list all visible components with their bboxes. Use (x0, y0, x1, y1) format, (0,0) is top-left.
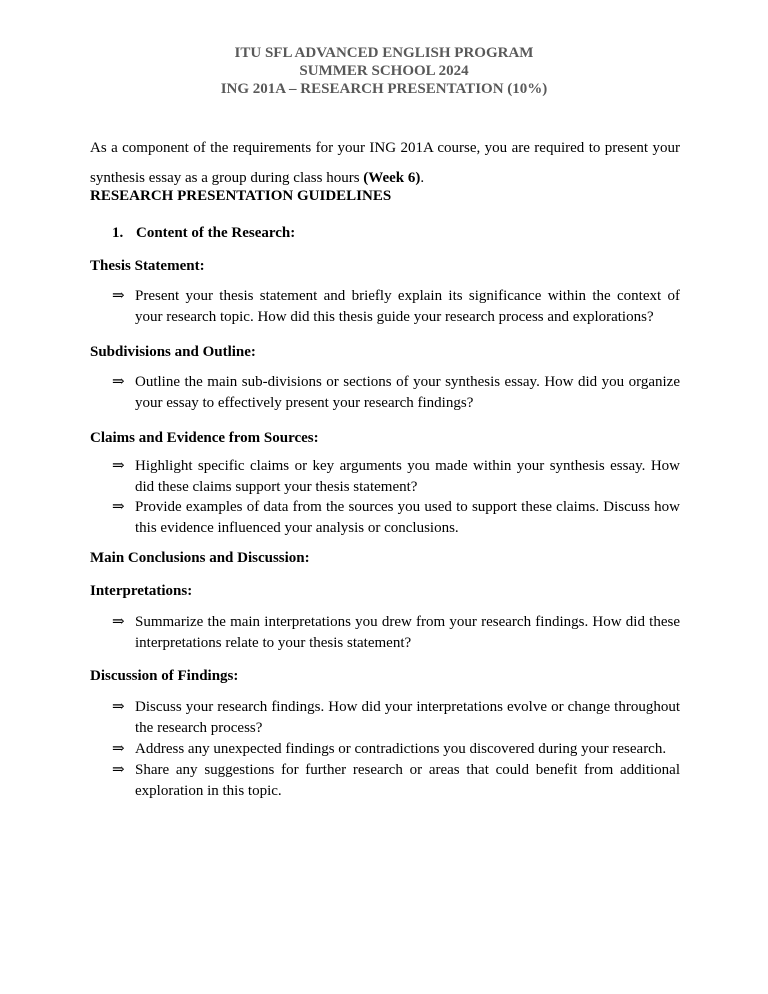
subsection-title-thesis: Thesis Statement: (90, 258, 205, 274)
guidelines-title: RESEARCH PRESENTATION GUIDELINES (90, 188, 392, 204)
intro-text: As a component of the requirements for your ING 201A course, you are required to present your synthesis essay as a group during class hours (90, 140, 680, 186)
bullet-text: Outline the main sub-divisions or sections of your synthesis essay. How did you organize your essay to effectively present your research findings? (135, 374, 680, 411)
section-title: Content of the Research: (136, 225, 296, 241)
arrow-bullet-icon: ⇒ (112, 499, 125, 515)
arrow-bullet-icon: ⇒ (112, 374, 125, 390)
bullet-text: Discuss your research findings. How did your interpretations evolve or change throughout the research process? (135, 699, 680, 736)
bullet-item (112, 497, 680, 539)
bullet-text: Summarize the main interpretations you drew from your research findings. How did these interpretations relate to your thesis statement? (135, 614, 680, 651)
arrow-bullet-icon: ⇒ (112, 762, 125, 778)
arrow-bullet-icon: ⇒ (112, 458, 125, 474)
document-header (0, 44, 768, 98)
bullet-text: Present your thesis statement and briefly explain its significance within the context of your research topic. How did this thesis guide your research process and explorations? (135, 288, 680, 325)
subsection-title-subdivisions: Subdivisions and Outline: (90, 344, 256, 360)
subsection-title-main-conclusions: Main Conclusions and Discussion: (90, 550, 310, 566)
intro-week: (Week 6) (363, 170, 421, 186)
bullet-item (112, 286, 680, 328)
arrow-bullet-icon: ⇒ (112, 699, 125, 715)
section-number: 1. (112, 225, 124, 241)
arrow-bullet-icon: ⇒ (112, 614, 125, 630)
bullet-item (112, 456, 680, 498)
subsection-title-claims: Claims and Evidence from Sources: (90, 430, 319, 446)
bullet-item (112, 739, 680, 760)
bullet-item (112, 612, 680, 654)
header-line-course: ING 201A – RESEARCH PRESENTATION (10%) (220, 81, 548, 97)
header-line-school: SUMMER SCHOOL 2024 (299, 63, 469, 79)
bullet-text: Highlight specific claims or key arguments you made within your synthesis essay. How did these claims support your thesis statement? (135, 458, 680, 495)
arrow-bullet-icon: ⇒ (112, 741, 125, 757)
bullet-item (112, 697, 680, 739)
intro-paragraph (90, 133, 680, 193)
arrow-bullet-icon: ⇒ (112, 288, 125, 304)
intro-end: . (420, 170, 425, 186)
bullet-text: Address any unexpected findings or contradictions you discovered during your research. (135, 741, 667, 757)
bullet-item (112, 372, 680, 414)
bullet-item (112, 760, 680, 802)
subsection-title-discussion-findings: Discussion of Findings: (90, 668, 239, 684)
section-1-heading (112, 225, 295, 242)
bullet-text: Provide examples of data from the sources you used to support these claims. Discuss how this evidence influenced your analysis or conclusions. (135, 499, 680, 536)
header-line-program: ITU SFL ADVANCED ENGLISH PROGRAM (234, 45, 534, 61)
subsection-title-interpretations: Interpretations: (90, 583, 193, 599)
bullet-text: Share any suggestions for further research or areas that could benefit from additional exploration in this topic. (135, 762, 680, 799)
